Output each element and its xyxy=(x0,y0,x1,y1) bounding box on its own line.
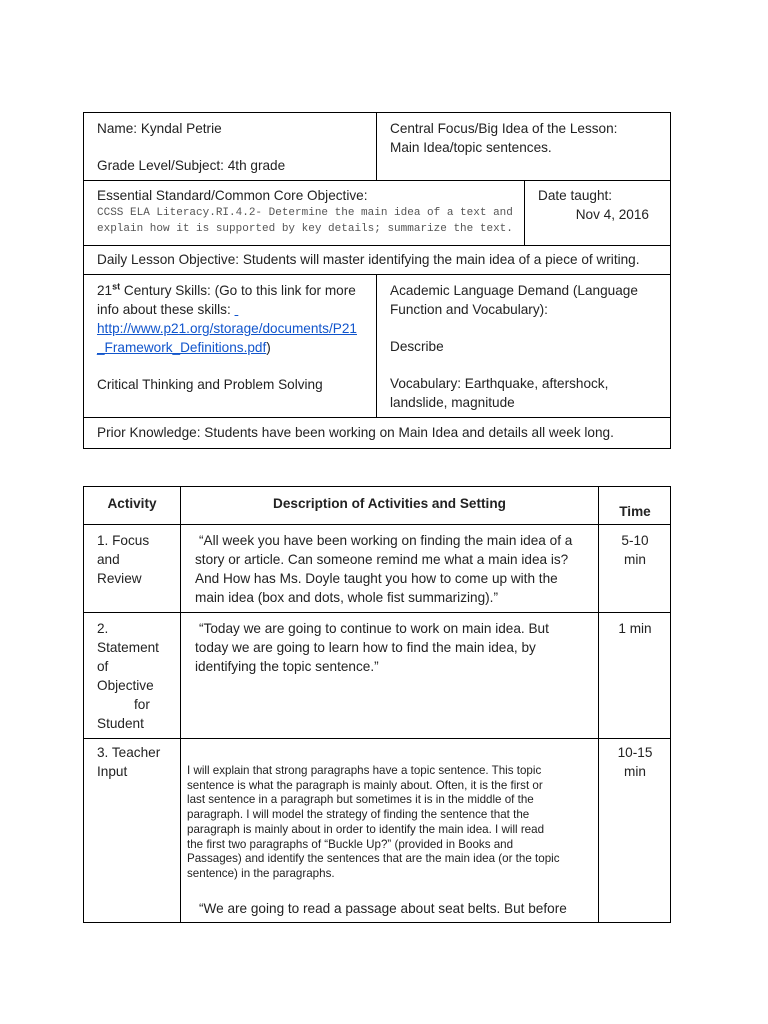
description-cell: “All week you have been working on finding the main idea of a story or article. Can someone remind me what a main idea is? And How has Ms. Doyle taught you how to come up with the main idea (box and dots, whole fist summarizing).” xyxy=(195,533,573,605)
p21-link[interactable]: _Framework_Definitions.pdf xyxy=(97,340,267,355)
academic-language-label: Function and Vocabulary): xyxy=(390,302,548,317)
divider xyxy=(83,274,671,275)
divider xyxy=(83,245,671,246)
divider xyxy=(376,274,377,417)
date-label: Date taught: xyxy=(538,188,613,203)
col-header-description: Description of Activities and Setting xyxy=(273,496,506,511)
divider xyxy=(83,417,671,418)
divider xyxy=(83,738,671,739)
time-cell: 5-10 min xyxy=(621,533,649,567)
grade-level: Grade Level/Subject: 4th grade xyxy=(97,158,286,173)
vocabulary: Vocabulary: Earthquake, aftershock, xyxy=(390,376,609,391)
col-header-time: Time xyxy=(619,504,651,519)
century-skills-value: Critical Thinking and Problem Solving xyxy=(97,377,323,392)
activity-cell: 1. Focus and Review xyxy=(97,533,150,586)
teacher-name: Name: Kyndal Petrie xyxy=(97,121,222,136)
p21-link[interactable]: http://www.p21.org/storage/documents/P21 xyxy=(97,321,357,336)
standard-cell xyxy=(97,186,517,237)
language-function: Describe xyxy=(390,339,444,354)
central-focus-cell xyxy=(390,119,660,157)
standard-text-line: explain how it is supported by key details; summarize the text. xyxy=(97,223,513,235)
divider xyxy=(524,180,525,245)
divider xyxy=(83,612,671,613)
teacher-name-cell xyxy=(97,119,367,175)
academic-language-cell xyxy=(390,281,665,412)
standard-label: Essential Standard/Common Core Objective: xyxy=(97,188,368,203)
prior-knowledge: Prior Knowledge: Students have been working on Main Idea and details all week long. xyxy=(97,425,614,440)
description-cell: I will explain that strong paragraphs have a topic sentence. This topic sentence is what the paragraph is mainly about. Often, it is the first or last sentence in a paragraph but sometimes it is in the middle of the paragraph. I will model the strategy of finding the sentence that the paragraph is mainly about in order to identify the main idea. I will read the first two paragraphs of “Buckle Up?” (provided in Books and Passages) and identify the sentences that are the main idea (or the topic sentence) in the paragraphs. xyxy=(187,764,560,880)
description-cell: “Today we are going to continue to work on main idea. But today we are going to learn how to find the main idea, by identifying the topic sentence.” xyxy=(195,621,549,674)
activity-cell: 2. Statement of Objective for Student xyxy=(97,621,159,731)
divider xyxy=(83,180,671,181)
daily-objective: Daily Lesson Objective: Students will master identifying the main idea of a piece of writing. xyxy=(97,252,640,267)
century-skills-cell: 21st Century Skills: (Go to this link for more info about these skills: http://www.p21.org/storage/documents/P21 _Framework_Definitions.pdf) Critical Thinking and Problem Solving xyxy=(97,281,372,394)
activity-cell: 3. Teacher Input xyxy=(97,745,161,779)
time-cell: 10-15 min xyxy=(617,745,653,779)
academic-language-label: Academic Language Demand (Language xyxy=(390,283,638,298)
date-value: Nov 4, 2016 xyxy=(575,207,649,222)
vocabulary: landslide, magnitude xyxy=(390,395,515,410)
divider xyxy=(180,486,181,923)
description-tail: “We are going to read a passage about seat belts. But before xyxy=(199,901,567,916)
central-focus-label: Central Focus/Big Idea of the Lesson: xyxy=(390,121,618,136)
divider xyxy=(83,524,671,525)
col-header-activity: Activity xyxy=(107,496,157,511)
standard-text-line: CCSS ELA Literacy.RI.4.2- Determine the main idea of a text and xyxy=(97,207,513,219)
central-focus-value: Main Idea/topic sentences. xyxy=(390,140,552,155)
century-skills-label: 21st Century Skills: (Go to this link for more xyxy=(97,281,356,298)
divider xyxy=(376,112,377,180)
century-skills-info: info about these skills: xyxy=(97,302,235,317)
date-cell xyxy=(538,186,658,224)
time-cell: 1 min xyxy=(618,621,652,636)
